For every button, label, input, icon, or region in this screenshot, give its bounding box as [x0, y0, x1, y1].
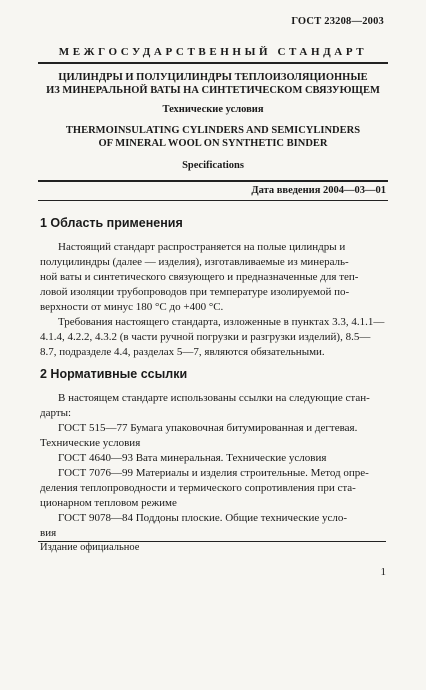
text-line: Требования настоящего стандарта, изложенные в пунктах 3.3, 4.1.1—: [58, 316, 385, 328]
text-line: Технические условия: [40, 437, 141, 449]
text-line: верхности от минус 180 °С до +400 °С.: [40, 301, 224, 313]
text-line: ГОСТ 7076—99 Материалы и изделия строительные. Метод опре-: [58, 467, 369, 479]
text-line: 4.1.4, 4.2.2, 4.3.2 (в части ручной погрузки и разгрузки изделий), 8.5—: [40, 331, 371, 343]
introduction-date: Дата введения 2004—03—01: [251, 185, 386, 196]
title-rule-top: [38, 180, 388, 182]
title-rule-bottom: [38, 200, 388, 201]
section-1-paragraph-1: [40, 240, 388, 315]
text-line: ловой изоляции трубопроводов при температуре изолируемой по-: [40, 286, 350, 298]
text-line: ционарном тепловом режиме: [40, 497, 177, 509]
section-2-heading: 2 Нормативные ссылки: [40, 367, 188, 381]
text-line: ГОСТ 4640—93 Вата минеральная. Технические условия: [58, 452, 327, 464]
text-line: Настоящий стандарт распространяется на полые цилиндры и: [58, 241, 346, 253]
text-line: В настоящем стандарте использованы ссылки на следующие стан-: [58, 392, 370, 404]
page-number: 1: [380, 566, 386, 578]
document-code: ГОСТ 23208—2003: [291, 16, 384, 27]
section-2-reference-gost-7076: [40, 466, 388, 511]
banner-rule: [38, 62, 388, 64]
text-line: 8.7, подразделе 4.4, разделах 5—7, являются обязательными.: [40, 346, 325, 358]
title-en-line-2: OF MINERAL WOOL ON SYNTHETIC BINDER: [98, 138, 328, 149]
text-line: дарты:: [40, 407, 72, 419]
title-en: [20, 124, 406, 150]
section-2-paragraph-1: [40, 391, 388, 421]
text-line: ГОСТ 515—77 Бумага упаковочная битумированная и дегтевая.: [58, 422, 358, 434]
text-line: полуцилиндры (далее — изделия), изготавливаемые из минераль-: [40, 256, 349, 268]
text-line: деления теплопроводности и термического сопротивления при ста-: [40, 482, 356, 494]
title-en-line-1: THERMOINSULATING CYLINDERS AND SEMICYLINDERS: [65, 125, 361, 136]
section-1-heading: 1 Область применения: [40, 216, 183, 230]
standard-banner: МЕЖГОСУДАРСТВЕННЫЙ СТАНДАРТ: [58, 46, 368, 58]
text-line: ГОСТ 9078—84 Поддоны плоские. Общие технические усло-: [58, 512, 348, 524]
official-edition-note: Издание официальное: [40, 542, 140, 553]
title-ru: [20, 71, 406, 97]
title-ru-line-2: ИЗ МИНЕРАЛЬНОЙ ВАТЫ НА СИНТЕТИЧЕСКОМ СВЯЗУЮЩЕМ: [46, 85, 380, 96]
section-2-reference-gost-515: [40, 421, 388, 451]
title-ru-line-1: ЦИЛИНДРЫ И ПОЛУЦИЛИНДРЫ ТЕПЛОИЗОЛЯЦИОННЫЕ: [58, 72, 368, 83]
text-line: вия: [40, 527, 57, 539]
text-line: ной ваты и синтетического связующего и предназначенные для теп-: [40, 271, 359, 283]
section-2-reference-gost-4640: [40, 451, 388, 466]
subtitle-en: Specifications: [182, 160, 244, 171]
subtitle-ru: Технические условия: [162, 104, 264, 115]
section-2-reference-gost-9078: [40, 511, 388, 541]
section-1-paragraph-2: [40, 315, 388, 360]
